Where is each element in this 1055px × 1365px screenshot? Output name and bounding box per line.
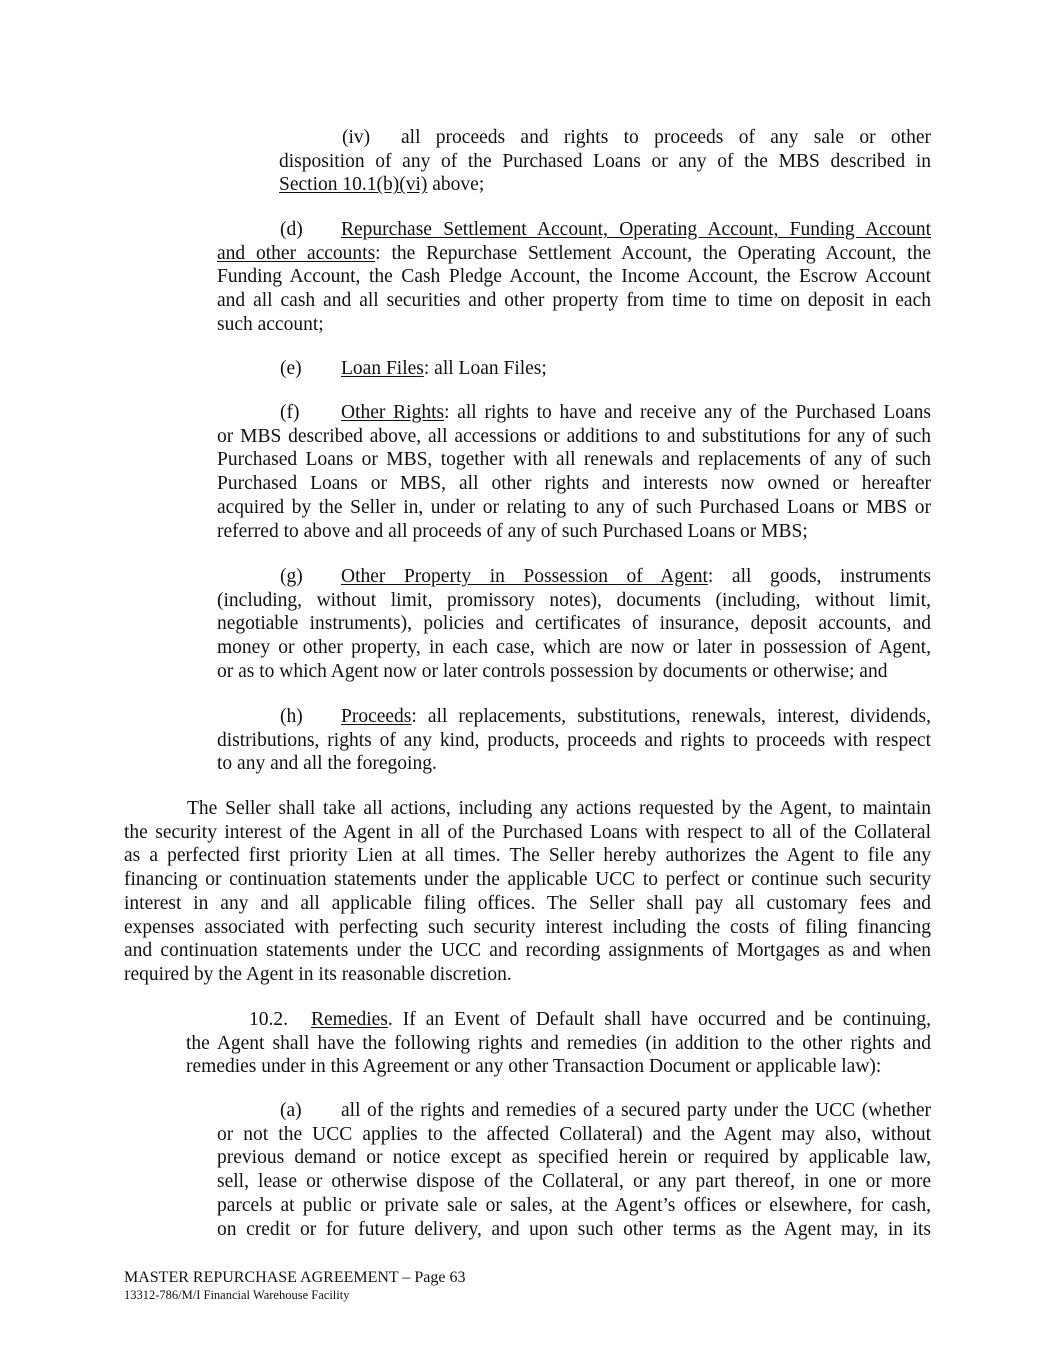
- seller-paragraph-line: required by the Agent in its reasonable discretion.: [124, 963, 512, 985]
- clause-a: (a) all of the rights and remedies of a secured party under the UCC (whether or not the UCC applies to the affected Collateral) and the Agent may also, without previous demand or notice except as specified herein or required by applicable law, sell, lease or otherwise dispose of the Collateral, or any part thereof, in one or more parcels at public or private sale or sales, at the Agent’s offices or elsewhere, for cash, on credit or for future delivery, and upon such other terms as the Agent may, in its: [217, 1100, 931, 1240]
- clause-a-line: sell, lease or otherwise dispose of the Collateral, or any part thereof, in one or more: [217, 1171, 931, 1193]
- section-remedies: 10.2. Remedies. If an Event of Default shall have occurred and be continuing, the Agent shall have the following rights and remedies (in addition to the other rights and remedies under in this Agreement or any other Transaction Document or applicable law):: [186, 1009, 931, 1078]
- clause-g-number: (g): [280, 566, 303, 587]
- clause-g-line: or as to which Agent now or later controls possession by documents or otherwise; and: [217, 660, 888, 682]
- seller-paragraph-line: as a perfected first priority Lien at all times. The Seller hereby authorizes the Agent to file any: [124, 845, 931, 867]
- clause-g-line: negotiable instruments), policies and certificates of insurance, deposit accounts, and: [217, 613, 931, 635]
- clause-d-number: (d): [280, 219, 303, 240]
- footer-title: MASTER REPURCHASE AGREEMENT – Page 63: [124, 1269, 466, 1286]
- clause-h-line: to any and all the foregoing.: [217, 753, 437, 775]
- clause-e-heading: Loan Files: [341, 358, 424, 379]
- seller-paragraph-line: expenses associated with perfecting such security interest including the costs of filing financing: [124, 916, 931, 938]
- section-heading: Remedies: [311, 1009, 388, 1030]
- clause-d-heading-cont: and other accounts: [217, 242, 376, 264]
- clause-h-heading: Proceeds: [341, 706, 412, 727]
- clause-d-line: such account;: [217, 313, 324, 335]
- clause-h-number: (h): [280, 706, 303, 727]
- seller-paragraph-line: The Seller shall take all actions, including any actions requested by the Agent, to maintain: [187, 798, 931, 819]
- clause-g: (g) Other Property in Possession of Agent: all goods, instruments (including, without limit, promissory notes), documents (including, without limit, negotiable instruments), policies and certificates of insurance, deposit accounts, and money or other property, in each case, which are now or later in possession of Agent, or as to which Agent now or later controls possession by documents or otherwise; and: [217, 566, 931, 682]
- clause-iv: (iv) all proceeds and rights to proceeds of any sale or other disposition of any of the Purchased Loans or any of the MBS described in Section 10.1(b)(vi) above;: [279, 127, 931, 196]
- section-remedies-line: the Agent shall have the following rights and remedies (in addition to the other rights and: [186, 1032, 931, 1054]
- clause-g-line: money or other property, in each case, which are now or later in possession of Agent,: [217, 637, 931, 659]
- clause-f-number: (f): [280, 402, 300, 423]
- seller-paragraph-line: financing or continuation statements under the applicable UCC to perfect or continue such security: [124, 869, 931, 891]
- clause-f-heading: Other Rights: [341, 402, 445, 423]
- clause-g-heading: Other Property in Possession of Agent: [341, 566, 708, 587]
- clause-g-line: (including, without limit, promissory notes), documents (including, without limit,: [217, 589, 931, 611]
- footer-document-id: 13312-786/M/I Financial Warehouse Facility: [124, 1288, 350, 1302]
- section-remedies-line: remedies under in this Agreement or any other Transaction Document or applicable law):: [186, 1056, 882, 1078]
- clause-f-line: referred to above and all proceeds of any of such Purchased Loans or MBS;: [217, 520, 808, 542]
- clause-f-line: acquired by the Seller in, under or relating to any of such Purchased Loans or MBS or: [217, 496, 931, 518]
- clause-a-number: (a): [280, 1100, 302, 1121]
- clause-h-line: distributions, rights of any kind, products, proceeds and rights to proceeds with respect: [217, 729, 931, 751]
- clause-a-line: on credit or for future delivery, and upon such other terms as the Agent may, in its: [217, 1218, 931, 1240]
- clause-f: (f) Other Rights: all rights to have and receive any of the Purchased Loans or MBS described above, all accessions or additions to and substitutions for any of such Purchased Loans or MBS, together with all renewals and replacements of any of such Purchased Loans or MBS, all other rights and interests now owned or hereafter acquired by the Seller in, under or relating to any of such Purchased Loans or MBS or referred to above and all proceeds of any of such Purchased Loans or MBS;: [217, 402, 931, 542]
- clause-a-line: parcels at public or private sale or sales, at the Agent’s offices or elsewhere, for cash,: [217, 1194, 931, 1216]
- clause-d-line: Funding Account, the Cash Pledge Account, the Income Account, the Escrow Account: [217, 266, 931, 288]
- clause-a-line: or not the UCC applies to the affected Collateral) and the Agent may also, without: [217, 1123, 931, 1145]
- clause-a-line: previous demand or notice except as specified herein or required by applicable law,: [217, 1147, 931, 1169]
- clause-f-line: Purchased Loans or MBS, all other rights and interests now owned or hereafter: [217, 473, 931, 495]
- clause-h: (h) Proceeds: all replacements, substitutions, renewals, interest, dividends, distributions, rights of any kind, products, proceeds and rights to proceeds with respect to any and all the foregoing.: [217, 706, 931, 775]
- clause-d-line: and all cash and all securities and other property from time to time on deposit in each: [217, 290, 931, 312]
- clause-f-line: Purchased Loans or MBS, together with all renewals and replacements of any of such: [217, 449, 931, 471]
- seller-paragraph-line: the security interest of the Agent in all of the Purchased Loans with respect to all of the Collateral: [124, 821, 931, 843]
- clause-iv-number: (iv): [342, 127, 371, 148]
- clause-iv-line: disposition of any of the Purchased Loans or any of the MBS described in: [279, 150, 931, 172]
- clause-e-number: (e): [280, 358, 302, 379]
- section-reference-link[interactable]: Section 10.1(b)(vi): [279, 174, 428, 196]
- clause-d-heading: Repurchase Settlement Account, Operating Account, Funding Account: [341, 219, 931, 240]
- clause-e: (e) Loan Files: all Loan Files;: [280, 358, 547, 379]
- clause-f-line: or MBS described above, all accessions or additions to and substitutions for any of such: [217, 425, 931, 447]
- clause-d: (d) Repurchase Settlement Account, Operating Account, Funding Account and other accounts: the Repurchase Settlement Account, the Operating Account, the Funding Account, the Cash Pledge Account, the Income Account, the Escrow Account and all cash and all securities and other property from time to time on deposit in each such account;: [217, 219, 931, 335]
- seller-paragraph: [124, 797, 931, 987]
- section-number: 10.2.: [249, 1009, 288, 1030]
- seller-paragraph-line: interest in any and all applicable filing offices. The Seller shall pay all customary fees and: [124, 892, 931, 914]
- clause-iv-text: all proceeds and rights to proceeds of any sale or other: [401, 127, 931, 148]
- seller-paragraph-line: and continuation statements under the UCC and recording assignments of Mortgages as and when: [124, 940, 931, 962]
